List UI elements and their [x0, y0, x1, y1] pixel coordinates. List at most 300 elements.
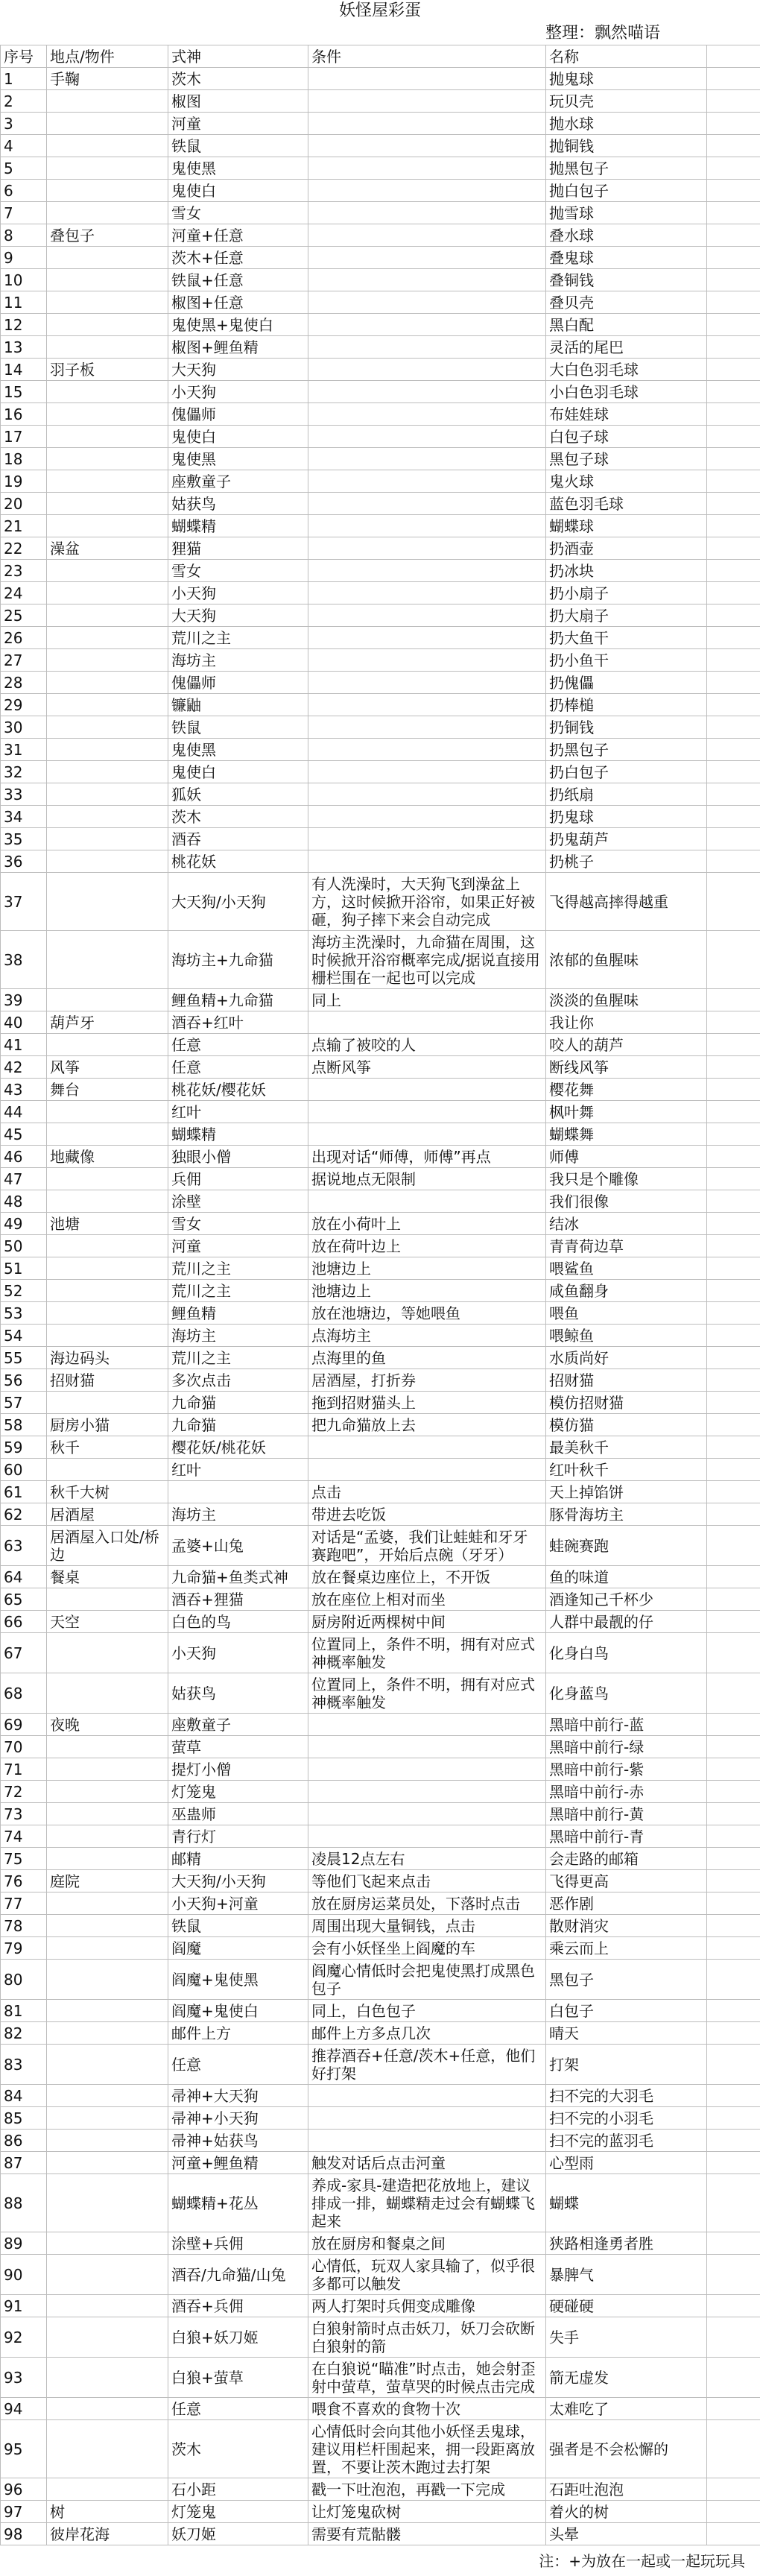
- table-row: [1, 2174, 760, 2232]
- cell-shikigami: 海坊主+九命猫: [168, 931, 308, 989]
- cell-name: 我们很像: [546, 1190, 707, 1213]
- cell-condition: [308, 828, 546, 850]
- cell-empty: [707, 604, 760, 627]
- table-row: [1, 1915, 760, 1937]
- cell-condition: 有人洗澡时，大天狗飞到澡盆上方，这时候掀开浴帘，如果正好被砸，狗子摔下来会自动完成: [308, 873, 546, 931]
- cell-index: 30: [1, 716, 47, 739]
- cell-shikigami: 灯笼鬼: [168, 2501, 308, 2523]
- cell-location: 夜晚: [47, 1714, 168, 1736]
- cell-empty: [707, 403, 760, 426]
- cell-shikigami: 青行灯: [168, 1825, 308, 1848]
- cell-location: [47, 739, 168, 761]
- cell-index: 53: [1, 1302, 47, 1325]
- cell-shikigami: 座敷童子: [168, 1714, 308, 1736]
- cell-condition: 心情低时会向其他小妖怪丢鬼球，建议用栏杆围起来，拥一段距离放置，不要让茨木跑过去打架: [308, 2420, 546, 2478]
- cell-condition: 带进去吃饭: [308, 1503, 546, 1526]
- cell-shikigami: 小天狗+河童: [168, 1892, 308, 1915]
- cell-shikigami: 酒吞+狸猫: [168, 1588, 308, 1611]
- cell-index: 80: [1, 1960, 47, 2000]
- cell-empty: [707, 2255, 760, 2295]
- cell-empty: [707, 515, 760, 537]
- table-row: [1, 716, 760, 739]
- table-row: [1, 627, 760, 649]
- cell-name: 抛水球: [546, 113, 707, 135]
- cell-name: 扔桃子: [546, 850, 707, 873]
- cell-index: 11: [1, 291, 47, 314]
- cell-index: 76: [1, 1870, 47, 1892]
- cell-shikigami: [168, 1481, 308, 1503]
- cell-location: 羽子板: [47, 359, 168, 381]
- cell-condition: [308, 515, 546, 537]
- table-row: [1, 1190, 760, 1213]
- cell-name: 黑包子球: [546, 448, 707, 470]
- cell-location: [47, 1302, 168, 1325]
- cell-empty: [707, 2295, 760, 2317]
- table-row: [1, 1611, 760, 1633]
- cell-name: 我只是个雕像: [546, 1168, 707, 1190]
- cell-shikigami: 九命猫: [168, 1392, 308, 1414]
- table-row: [1, 1168, 760, 1190]
- cell-condition: [308, 403, 546, 426]
- cell-shikigami: 巫蛊师: [168, 1803, 308, 1825]
- cell-name: 抛雪球: [546, 202, 707, 224]
- table-row: [1, 1213, 760, 1235]
- cell-empty: [707, 180, 760, 202]
- cell-index: 75: [1, 1848, 47, 1870]
- cell-index: 58: [1, 1414, 47, 1436]
- cell-location: [47, 381, 168, 403]
- cell-location: [47, 269, 168, 291]
- cell-shikigami: 河童: [168, 113, 308, 135]
- cell-empty: [707, 1781, 760, 1803]
- cell-shikigami: 妖刀姬: [168, 2523, 308, 2545]
- cell-shikigami: 雪女: [168, 202, 308, 224]
- cell-location: [47, 515, 168, 537]
- table-row: [1, 739, 760, 761]
- cell-empty: [707, 1915, 760, 1937]
- cell-index: 47: [1, 1168, 47, 1190]
- cell-index: 64: [1, 1566, 47, 1588]
- cell-location: [47, 931, 168, 989]
- cell-name: 黑白配: [546, 314, 707, 336]
- cell-empty: [707, 1101, 760, 1123]
- cell-location: [47, 1633, 168, 1673]
- cell-condition: 放在厨房和餐桌之间: [308, 2232, 546, 2255]
- cell-shikigami: 桃花妖/樱花妖: [168, 1079, 308, 1101]
- cell-index: 10: [1, 269, 47, 291]
- cell-shikigami: 椒图+鲤鱼精: [168, 336, 308, 359]
- cell-empty: [707, 2022, 760, 2045]
- cell-empty: [707, 1960, 760, 2000]
- cell-location: 池塘: [47, 1213, 168, 1235]
- cell-name: 飞得越高摔得越重: [546, 873, 707, 931]
- cell-shikigami: 帚神+大天狗: [168, 2085, 308, 2107]
- cell-shikigami: 海坊主: [168, 1503, 308, 1526]
- cell-index: 24: [1, 582, 47, 604]
- cell-location: [47, 2174, 168, 2232]
- cell-name: 浓郁的鱼腥味: [546, 931, 707, 989]
- cell-name: 黑暗中前行-赤: [546, 1781, 707, 1803]
- cell-index: 44: [1, 1101, 47, 1123]
- cell-name: 扔黑包子: [546, 739, 707, 761]
- cell-condition: [308, 291, 546, 314]
- cell-name: 狭路相逢勇者胜: [546, 2232, 707, 2255]
- table-row: [1, 269, 760, 291]
- cell-empty: [707, 2358, 760, 2398]
- cell-condition: [308, 448, 546, 470]
- cell-condition: [308, 739, 546, 761]
- cell-index: 88: [1, 2174, 47, 2232]
- cell-name: 黑暗中前行-绿: [546, 1736, 707, 1758]
- table-row: [1, 1101, 760, 1123]
- cell-location: [47, 672, 168, 694]
- cell-condition: 两人打架时兵佣变成雕像: [308, 2295, 546, 2317]
- cell-name: 红叶秋千: [546, 1459, 707, 1481]
- cell-name: 黑暗中前行-紫: [546, 1758, 707, 1781]
- table-row: [1, 1673, 760, 1714]
- cell-location: 厨房小猫: [47, 1414, 168, 1436]
- cell-name: 鬼火球: [546, 470, 707, 493]
- cell-empty: [707, 1803, 760, 1825]
- cell-name: 着火的树: [546, 2501, 707, 2523]
- cell-name: 扔冰块: [546, 560, 707, 582]
- cell-condition: 对话是“孟婆，我们让蛙蛙和牙牙赛跑吧”，开始后点碗（牙牙）: [308, 1526, 546, 1566]
- cell-empty: [707, 1190, 760, 1213]
- cell-name: 扔大扇子: [546, 604, 707, 627]
- cell-location: [47, 1825, 168, 1848]
- cell-location: [47, 1235, 168, 1257]
- cell-name: 黑暗中前行-蓝: [546, 1714, 707, 1736]
- cell-empty: [707, 850, 760, 873]
- cell-name: 扫不完的小羽毛: [546, 2107, 707, 2130]
- cell-location: [47, 2358, 168, 2398]
- cell-index: 32: [1, 761, 47, 783]
- cell-empty: [707, 381, 760, 403]
- cell-empty: [707, 1611, 760, 1633]
- cell-index: 16: [1, 403, 47, 426]
- cell-name: 散财消灾: [546, 1915, 707, 1937]
- cell-empty: [707, 1213, 760, 1235]
- table-row: [1, 1436, 760, 1459]
- cell-name: 鱼的味道: [546, 1566, 707, 1588]
- cell-index: 35: [1, 828, 47, 850]
- cell-empty: [707, 1280, 760, 1302]
- cell-shikigami: 鬼使黑+鬼使白: [168, 314, 308, 336]
- table-row: [1, 2255, 760, 2295]
- cell-index: 86: [1, 2130, 47, 2152]
- cell-shikigami: 荒川之主: [168, 1347, 308, 1369]
- cell-location: [47, 1257, 168, 1280]
- cell-empty: [707, 113, 760, 135]
- cell-index: 95: [1, 2420, 47, 2478]
- cell-shikigami: 河童+任意: [168, 224, 308, 247]
- cell-condition: 周围出现大量铜钱，点击: [308, 1915, 546, 1937]
- cell-empty: [707, 1566, 760, 1588]
- cell-shikigami: 蝴蝶精: [168, 1123, 308, 1146]
- cell-shikigami: 任意: [168, 1034, 308, 1056]
- cell-shikigami: 涂壁: [168, 1190, 308, 1213]
- cell-condition: 点海里的鱼: [308, 1347, 546, 1369]
- cell-location: [47, 1960, 168, 2000]
- cell-condition: [308, 850, 546, 873]
- table-row: [1, 1280, 760, 1302]
- cell-location: 地藏像: [47, 1146, 168, 1168]
- cell-location: [47, 2000, 168, 2022]
- cell-location: [47, 291, 168, 314]
- cell-condition: 白狼射箭时点击妖刀，妖刀会砍断白狼射的箭: [308, 2317, 546, 2358]
- table-row: [1, 68, 760, 90]
- cell-empty: [707, 1079, 760, 1101]
- cell-shikigami: 提灯小僧: [168, 1758, 308, 1781]
- cell-shikigami: 雪女: [168, 1213, 308, 1235]
- cell-shikigami: 多次点击: [168, 1369, 308, 1392]
- cell-name: 叠鬼球: [546, 247, 707, 269]
- table-row: [1, 2130, 760, 2152]
- cell-name: 喂鲨鱼: [546, 1257, 707, 1280]
- table-row: [1, 806, 760, 828]
- table-row: [1, 1325, 760, 1347]
- cell-location: [47, 493, 168, 515]
- cell-location: [47, 850, 168, 873]
- cell-name: 叠铜钱: [546, 269, 707, 291]
- cell-condition: [308, 1436, 546, 1459]
- table-row: [1, 560, 760, 582]
- table-row: [1, 1503, 760, 1526]
- cell-index: 27: [1, 649, 47, 672]
- cell-index: 66: [1, 1611, 47, 1633]
- cell-location: [47, 90, 168, 113]
- cell-condition: 同上: [308, 989, 546, 1011]
- cell-shikigami: 酒吞/九命猫/山兔: [168, 2255, 308, 2295]
- cell-name: 扫不完的大羽毛: [546, 2085, 707, 2107]
- cell-empty: [707, 806, 760, 828]
- cell-name: 淡淡的鱼腥味: [546, 989, 707, 1011]
- cell-index: 14: [1, 359, 47, 381]
- cell-index: 38: [1, 931, 47, 989]
- table-row: [1, 180, 760, 202]
- cell-index: 46: [1, 1146, 47, 1168]
- cell-shikigami: 鬼使白: [168, 180, 308, 202]
- cell-empty: [707, 1235, 760, 1257]
- cell-empty: [707, 1736, 760, 1758]
- cell-condition: [308, 157, 546, 180]
- cell-condition: [308, 1825, 546, 1848]
- cell-shikigami: 海坊主: [168, 649, 308, 672]
- cell-name: 扔鬼球: [546, 806, 707, 828]
- cell-shikigami: 邮精: [168, 1848, 308, 1870]
- cell-empty: [707, 1633, 760, 1673]
- table-row: [1, 2232, 760, 2255]
- cell-shikigami: 九命猫+鱼类式神: [168, 1566, 308, 1588]
- cell-empty: [707, 1758, 760, 1781]
- cell-condition: 心情低，玩双人家具输了，似乎很多都可以触发: [308, 2255, 546, 2295]
- cell-location: [47, 2317, 168, 2358]
- table-row: [1, 1034, 760, 1056]
- cell-empty: [707, 493, 760, 515]
- cell-location: [47, 1848, 168, 1870]
- cell-empty: [707, 1503, 760, 1526]
- cell-shikigami: 荒川之主: [168, 1257, 308, 1280]
- cell-index: 42: [1, 1056, 47, 1079]
- cell-location: [47, 2107, 168, 2130]
- cell-location: [47, 426, 168, 448]
- cell-condition: [308, 560, 546, 582]
- cell-location: [47, 582, 168, 604]
- cell-name: 扔棒槌: [546, 694, 707, 716]
- cell-empty: [707, 1714, 760, 1736]
- cell-index: 9: [1, 247, 47, 269]
- cell-shikigami: 茨木+任意: [168, 247, 308, 269]
- cell-name: 豚骨海坊主: [546, 1503, 707, 1526]
- cell-location: 餐桌: [47, 1566, 168, 1588]
- cell-empty: [707, 1123, 760, 1146]
- cell-location: [47, 989, 168, 1011]
- table-row: [1, 381, 760, 403]
- cell-index: 5: [1, 157, 47, 180]
- cell-empty: [707, 2317, 760, 2358]
- header-cell-name: 名称: [546, 45, 707, 68]
- cell-name: 化身蓝鸟: [546, 1673, 707, 1714]
- cell-location: [47, 2085, 168, 2107]
- cell-index: 12: [1, 314, 47, 336]
- cell-index: 72: [1, 1781, 47, 1803]
- cell-index: 13: [1, 336, 47, 359]
- table-row: [1, 850, 760, 873]
- cell-name: 枫叶舞: [546, 1101, 707, 1123]
- cell-empty: [707, 1056, 760, 1079]
- cell-shikigami: 白色的鸟: [168, 1611, 308, 1633]
- cell-condition: 阎魔心情低时会把鬼使黑打成黑色包子: [308, 1960, 546, 2000]
- cell-location: [47, 247, 168, 269]
- cell-name: 樱花舞: [546, 1079, 707, 1101]
- cell-location: [47, 2232, 168, 2255]
- cell-index: 56: [1, 1369, 47, 1392]
- table-row: [1, 2358, 760, 2398]
- cell-condition: [308, 180, 546, 202]
- cell-condition: 推荐酒吞+任意/茨木+任意，他们好打架: [308, 2045, 546, 2085]
- cell-condition: [308, 90, 546, 113]
- cell-empty: [707, 1848, 760, 1870]
- cell-shikigami: 鬼使黑: [168, 157, 308, 180]
- cell-condition: 海坊主洗澡时，九命猫在周围，这时候掀开浴帘概率完成/据说直接用栅栏围在一起也可以完成: [308, 931, 546, 989]
- table-row: [1, 1302, 760, 1325]
- table-row: [1, 2152, 760, 2174]
- cell-condition: [308, 2130, 546, 2152]
- cell-location: 树: [47, 2501, 168, 2523]
- cell-name: 蝴蝶球: [546, 515, 707, 537]
- cell-name: 酒逢知己千杯少: [546, 1588, 707, 1611]
- header-row: [1, 45, 760, 68]
- cell-empty: [707, 560, 760, 582]
- cell-name: 师傅: [546, 1146, 707, 1168]
- table-row: [1, 135, 760, 157]
- cell-index: 31: [1, 739, 47, 761]
- cell-location: [47, 873, 168, 931]
- cell-name: 黑暗中前行-青: [546, 1825, 707, 1848]
- table-row: [1, 515, 760, 537]
- cell-empty: [707, 2045, 760, 2085]
- table-row: [1, 1146, 760, 1168]
- cell-condition: 邮件上方多点几次: [308, 2022, 546, 2045]
- table-row: [1, 2523, 760, 2545]
- cell-condition: 放在荷叶边上: [308, 1235, 546, 1257]
- cell-empty: [707, 224, 760, 247]
- table-row: [1, 1235, 760, 1257]
- cell-shikigami: 兵佣: [168, 1168, 308, 1190]
- cell-empty: [707, 90, 760, 113]
- cell-shikigami: 九命猫: [168, 1414, 308, 1436]
- cell-index: 85: [1, 2107, 47, 2130]
- cell-index: 83: [1, 2045, 47, 2085]
- cell-empty: [707, 1325, 760, 1347]
- cell-index: 67: [1, 1633, 47, 1673]
- cell-name: 扔纸扇: [546, 783, 707, 806]
- cell-index: 79: [1, 1937, 47, 1960]
- table-row: [1, 1825, 760, 1848]
- cell-condition: [308, 1101, 546, 1123]
- cell-location: [47, 1392, 168, 1414]
- table-row: [1, 359, 760, 381]
- cell-name: 硬碰硬: [546, 2295, 707, 2317]
- cell-empty: [707, 694, 760, 716]
- cell-name: 水质尚好: [546, 1347, 707, 1369]
- cell-condition: 点海坊主: [308, 1325, 546, 1347]
- cell-index: 49: [1, 1213, 47, 1235]
- cell-empty: [707, 1369, 760, 1392]
- cell-condition: [308, 672, 546, 694]
- cell-empty: [707, 1673, 760, 1714]
- cell-location: [47, 627, 168, 649]
- cell-index: 89: [1, 2232, 47, 2255]
- cell-name: 叠水球: [546, 224, 707, 247]
- cell-condition: 喂食不喜欢的食物十次: [308, 2398, 546, 2420]
- cell-index: 15: [1, 381, 47, 403]
- cell-empty: [707, 2398, 760, 2420]
- cell-shikigami: 帚神+姑获鸟: [168, 2130, 308, 2152]
- cell-location: [47, 716, 168, 739]
- cell-shikigami: 茨木: [168, 2420, 308, 2478]
- cell-index: 3: [1, 113, 47, 135]
- table-row: [1, 1481, 760, 1503]
- cell-name: 失手: [546, 2317, 707, 2358]
- cell-condition: [308, 716, 546, 739]
- cell-location: [47, 2478, 168, 2501]
- cell-location: 葫芦牙: [47, 1011, 168, 1034]
- cell-shikigami: 荒川之主: [168, 1280, 308, 1302]
- cell-shikigami: 桃花妖: [168, 850, 308, 873]
- table-row: [1, 202, 760, 224]
- cell-index: 81: [1, 2000, 47, 2022]
- cell-empty: [707, 1414, 760, 1436]
- cell-empty: [707, 2152, 760, 2174]
- cell-index: 62: [1, 1503, 47, 1526]
- cell-shikigami: 石小距: [168, 2478, 308, 2501]
- cell-shikigami: 铁鼠: [168, 135, 308, 157]
- cell-condition: [308, 537, 546, 560]
- cell-empty: [707, 931, 760, 989]
- table-row: [1, 1937, 760, 1960]
- cell-shikigami: 鬼使黑: [168, 739, 308, 761]
- cell-name: 扔白包子: [546, 761, 707, 783]
- cell-empty: [707, 2174, 760, 2232]
- cell-empty: [707, 269, 760, 291]
- cell-condition: [308, 247, 546, 269]
- cell-location: [47, 1673, 168, 1714]
- header-cell-index: 序号: [1, 45, 47, 68]
- cell-index: 22: [1, 537, 47, 560]
- cell-location: 居酒屋入口处/桥边: [47, 1526, 168, 1566]
- cell-location: [47, 1190, 168, 1213]
